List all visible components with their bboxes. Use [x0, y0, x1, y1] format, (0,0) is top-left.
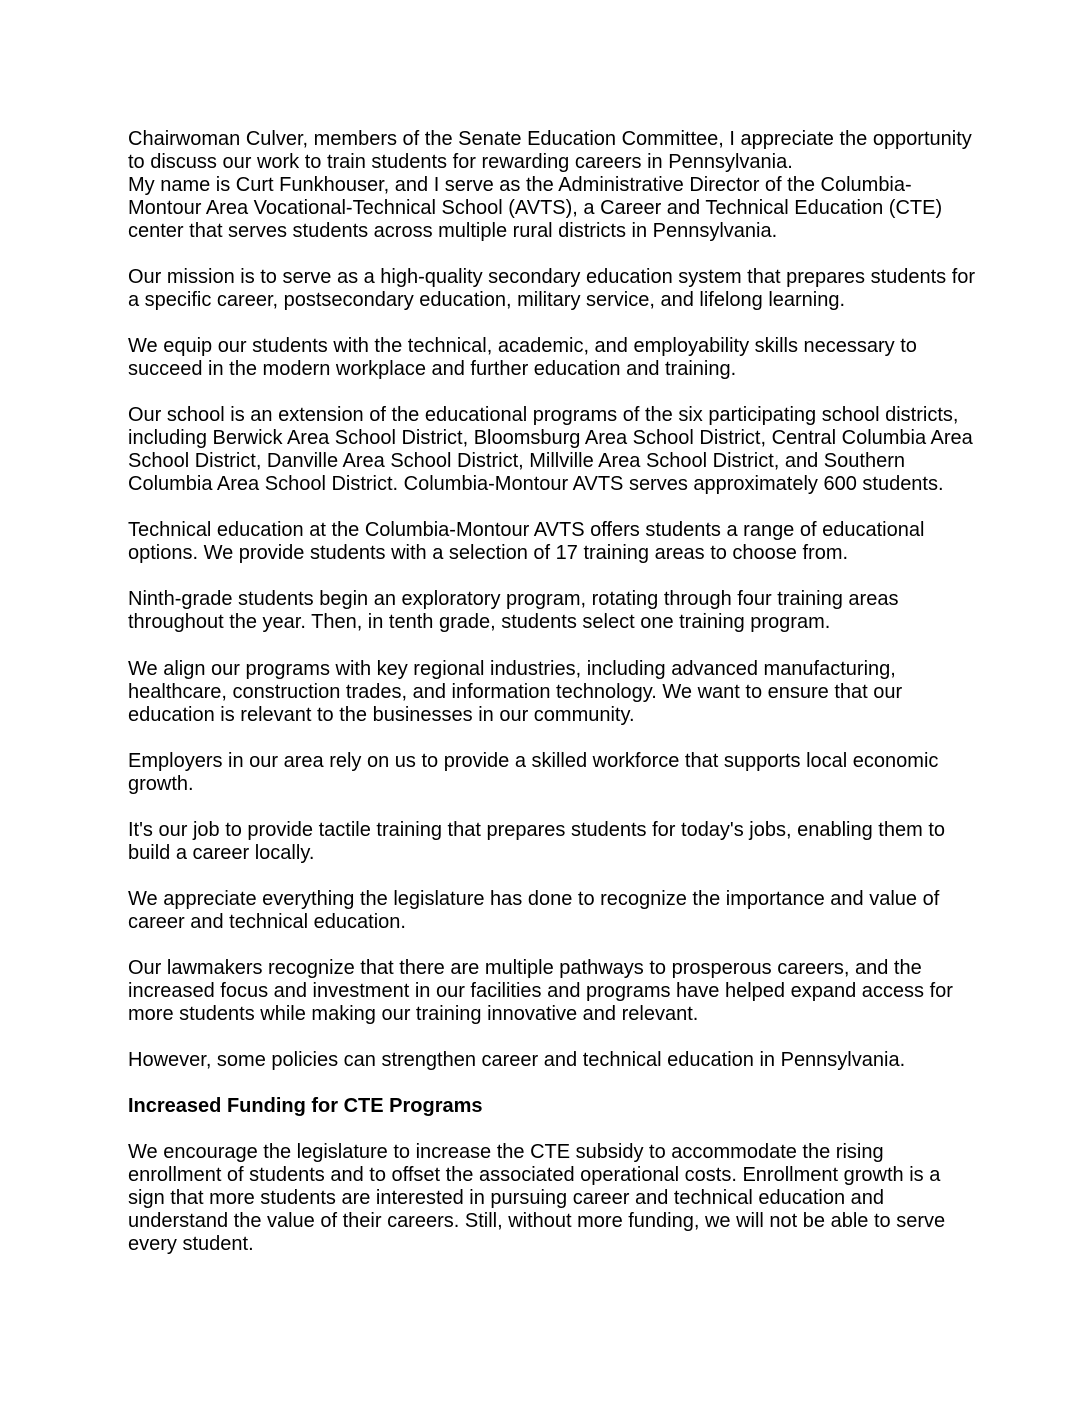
text-line: to discuss our work to train students for rewarding careers in Pennsylvania. — [128, 151, 793, 173]
paragraph-mission — [128, 266, 975, 312]
text-line: increased focus and investment in our facilities and programs have helped expand access for — [128, 979, 953, 1002]
document-body — [128, 128, 975, 1279]
text-line: Employers in our area rely on us to provide a skilled workforce that supports local economic — [128, 749, 939, 772]
paragraph-appreciation — [128, 888, 975, 934]
text-line: every student. — [128, 1233, 254, 1256]
paragraph-training-areas — [128, 519, 975, 565]
text-line: However, some policies can strengthen career and technical education in Pennsylvania. — [128, 1049, 906, 1072]
text-line: growth. — [128, 772, 194, 795]
paragraph-introduction — [128, 174, 975, 243]
text-line: We encourage the legislature to increase the CTE subsidy to accommodate the rising — [128, 1141, 884, 1164]
text-line: sign that more students are interested in pursuing career and technical education and — [128, 1187, 885, 1210]
text-line: We appreciate everything the legislature has done to recognize the importance and value of — [128, 887, 940, 910]
text-line: career and technical education. — [128, 910, 406, 933]
text-line: Montour Area Vocational-Technical School (AVTS), a Career and Technical Education (CTE) — [128, 197, 943, 219]
text-line: My name is Curt Funkhouser, and I serve as the Administrative Director of the Columbia- — [128, 174, 912, 196]
text-line: Technical education at the Columbia-Montour AVTS offers students a range of educational — [128, 519, 925, 542]
text-line: enrollment of students and to offset the associated operational costs. Enrollment growth is a — [128, 1164, 941, 1187]
text-line: We equip our students with the technical, academic, and employability skills necessary to — [128, 335, 917, 358]
text-line: Our school is an extension of the educational programs of the six participating school districts, — [128, 404, 959, 427]
paragraph-funding — [128, 1141, 975, 1256]
text-line: education is relevant to the businesses in our community. — [128, 703, 635, 726]
paragraph-greeting — [128, 128, 975, 174]
paragraph-industries — [128, 658, 975, 727]
text-line: Ninth-grade students begin an exploratory program, rotating through four training areas — [128, 588, 899, 611]
text-line: healthcare, construction trades, and information technology. We want to ensure that our — [128, 680, 903, 703]
text-line: a specific career, postsecondary education, military service, and lifelong learning. — [128, 289, 846, 312]
paragraph-policies — [128, 1049, 975, 1072]
paragraph-lawmakers — [128, 957, 975, 1026]
text-line: Columbia Area School District. Columbia-Montour AVTS serves approximately 600 students. — [128, 473, 944, 496]
paragraph-skills — [128, 335, 975, 381]
text-line: Chairwoman Culver, members of the Senate Education Committee, I appreciate the opportunity — [128, 128, 972, 150]
text-line: succeed in the modern workplace and further education and training. — [128, 358, 737, 381]
section-heading: Increased Funding for CTE Programs — [128, 1095, 483, 1118]
text-line: Our mission is to serve as a high-quality secondary education system that prepares students for — [128, 266, 976, 289]
text-line: build a career locally. — [128, 841, 315, 864]
text-line: School District, Danville Area School District, Millville Area School District, and Southern — [128, 450, 905, 473]
paragraph-exploratory-program — [128, 588, 975, 634]
text-line: center that serves students across multiple rural districts in Pennsylvania. — [128, 220, 778, 242]
text-line: including Berwick Area School District, Bloomsburg Area School District, Central Columbia Area — [128, 427, 973, 450]
paragraph-employers — [128, 750, 975, 796]
text-line: more students while making our training innovative and relevant. — [128, 1002, 699, 1025]
text-line: It's our job to provide tactile training that prepares students for today's jobs, enabling them to — [128, 818, 945, 841]
text-line: options. We provide students with a selection of 17 training areas to choose from. — [128, 542, 849, 565]
text-line: throughout the year. Then, in tenth grade, students select one training program. — [128, 611, 831, 634]
paragraph-tactile-training — [128, 819, 975, 865]
text-line: Our lawmakers recognize that there are multiple pathways to prosperous careers, and the — [128, 956, 922, 979]
paragraph-districts — [128, 404, 975, 496]
text-line: We align our programs with key regional industries, including advanced manufacturing, — [128, 657, 896, 680]
text-line: understand the value of their careers. Still, without more funding, we will not be able to serve — [128, 1210, 946, 1233]
